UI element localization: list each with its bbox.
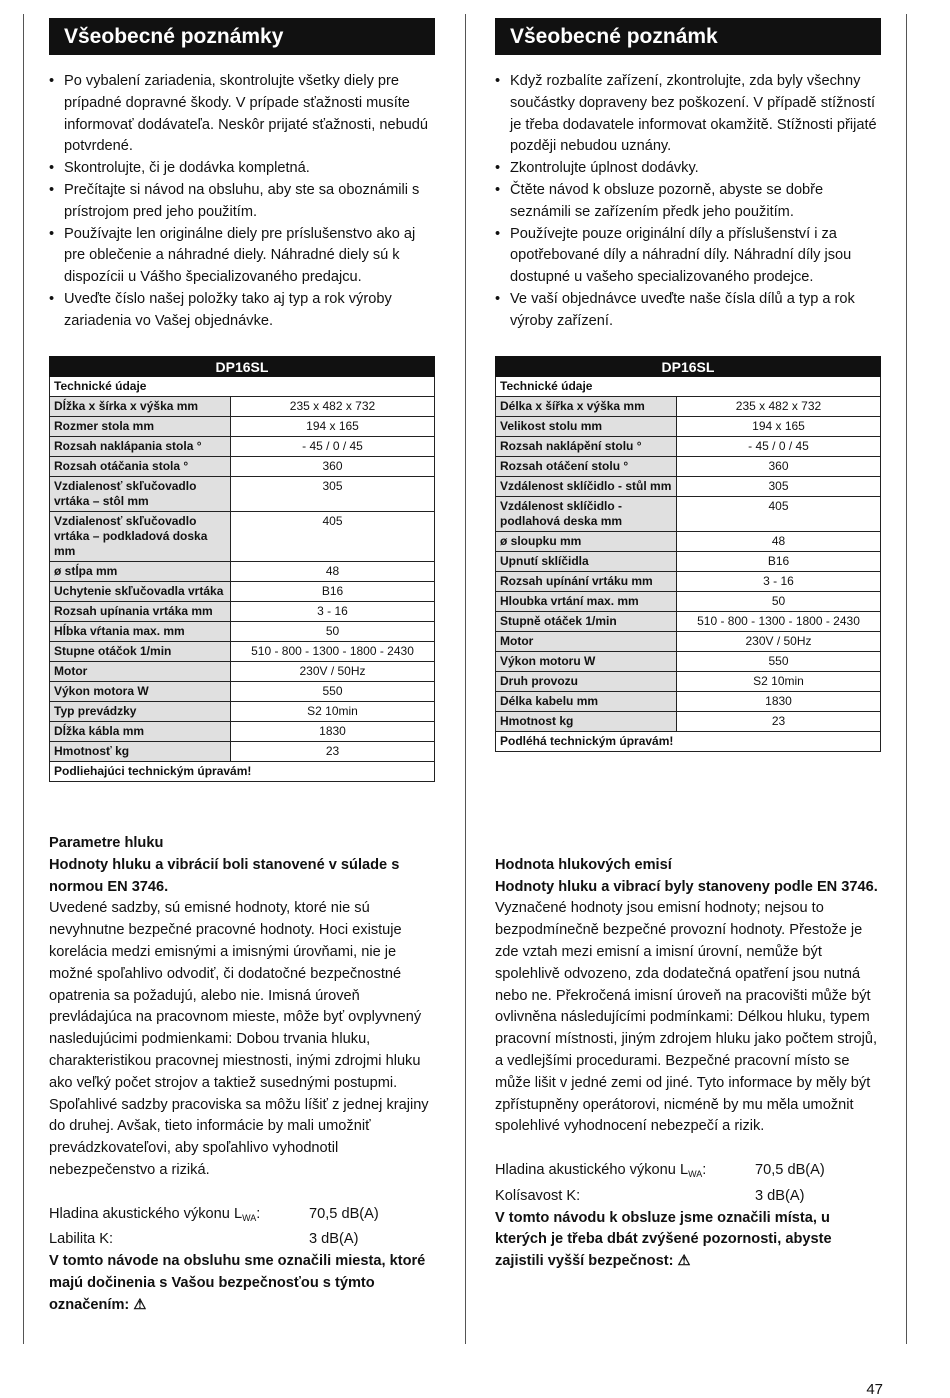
spec-value: 360: [677, 457, 881, 477]
safety-warning: V tomto návodu k obsluze jsme označili místa, u kterých je třeba dbát zvýšené pozornosti, abyste zajistili vyšší bezpečnost: ⚠: [495, 1209, 832, 1270]
spec-label: ø stĺpa mm: [50, 562, 231, 582]
list-item: • Ve vaší objednávce uveďte naše čísla dílů a typ a rok výroby zařízení.: [495, 289, 881, 333]
section-label: Technické údaje: [496, 377, 881, 397]
spec-label: Rozsah naklápania stola °: [50, 437, 231, 457]
list-item: • Uveďte číslo našej položky tako aj typ a rok výroby zariadenia vo Vašej objednávke.: [49, 289, 435, 333]
spec-label: Rozsah upínání vrtáku mm: [496, 572, 677, 592]
spec-value: 194 x 165: [231, 417, 435, 437]
left-column: [49, 18, 435, 1313]
spec-value: 1830: [677, 692, 881, 712]
spec-label: Hloubka vrtání max. mm: [496, 592, 677, 612]
uncertainty-label: Labilita K:: [49, 1231, 114, 1248]
spec-label: Dĺžka kábla mm: [50, 722, 231, 742]
uncertainty-row: [49, 1229, 435, 1251]
spec-label: Rozsah naklápění stolu °: [496, 437, 677, 457]
spec-label: Rozsah otáčení stolu °: [496, 457, 677, 477]
sound-power-label-text: Hladina akustického výkonu L: [49, 1205, 243, 1222]
table-row: [50, 457, 435, 477]
spec-label: Hĺbka vŕtania max. mm: [50, 622, 231, 642]
table-row: [50, 562, 435, 582]
table-header-row: [50, 357, 435, 377]
spec-value: 235 x 482 x 732: [677, 397, 881, 417]
table-footer-note: Podliehajúci technickým úpravám!: [50, 762, 435, 782]
spec-label: Vzdialenosť skľučovadlo vrtáka – stôl mm: [50, 477, 231, 512]
spec-label: Druh provozu: [496, 672, 677, 692]
spec-label: Výkon motoru W: [496, 652, 677, 672]
table-row: [496, 477, 881, 497]
list-item: • Skontrolujte, či je dodávka kompletná.: [49, 158, 435, 180]
spec-value: 405: [231, 512, 435, 562]
spec-value: 48: [231, 562, 435, 582]
table-row: [496, 397, 881, 417]
table-section-row: [496, 377, 881, 397]
spec-value: - 45 / 0 / 45: [677, 437, 881, 457]
spec-value: 1830: [231, 722, 435, 742]
table-row: [50, 437, 435, 457]
uncertainty-label: Kolísavost K:: [495, 1187, 581, 1204]
noise-section: [49, 833, 435, 1317]
table-row: [496, 672, 881, 692]
table-row: [50, 722, 435, 742]
sound-power-label: [49, 1204, 309, 1230]
table-footer-row: [50, 762, 435, 782]
table-row: [50, 602, 435, 622]
sound-power-value: 70,5 dB(A): [755, 1161, 825, 1178]
spec-value: B16: [677, 552, 881, 572]
spec-value: 50: [231, 622, 435, 642]
table-row: [50, 702, 435, 722]
page-number: 47: [866, 1381, 883, 1398]
spec-value: S2 10min: [677, 672, 881, 692]
list-item: • Používajte len originálne diely pre príslušenstvo ako aj pre oblečenie a náhradné diely. Náhradné diely sú k dispozícii u Vášho špecializovaného predajcu.: [49, 224, 435, 289]
spec-label: Motor: [50, 662, 231, 682]
spec-value: 48: [677, 532, 881, 552]
table-row: [496, 712, 881, 732]
section-heading: Všeobecné poznámk: [495, 18, 881, 55]
spec-value: 405: [677, 497, 881, 532]
table-row: [496, 612, 881, 632]
spec-label: Upnutí sklíčidla: [496, 552, 677, 572]
spec-value: S2 10min: [231, 702, 435, 722]
table-footer-row: [496, 732, 881, 752]
list-item: • Čtěte návod k obsluze pozorně, abyste se dobře seznámili se zařízením předk jeho použitím.: [495, 180, 881, 224]
table-row: [50, 642, 435, 662]
model-title: DP16SL: [496, 357, 881, 377]
spec-label: Typ prevádzky: [50, 702, 231, 722]
center-divider: [465, 14, 466, 1344]
spec-value: 550: [677, 652, 881, 672]
spec-value: 550: [231, 682, 435, 702]
spec-label: Velikost stolu mm: [496, 417, 677, 437]
spec-label: Vzdálenost sklíčidlo - podlahová deska mm: [496, 497, 677, 532]
spec-value: 305: [231, 477, 435, 512]
spec-value: 230V / 50Hz: [677, 632, 881, 652]
noise-values: [49, 1204, 435, 1252]
noise-section: [495, 833, 881, 1273]
spec-label: Hmotnosť kg: [50, 742, 231, 762]
tech-spec-table: [495, 356, 881, 752]
bullet-list: [495, 71, 881, 333]
spec-value: 23: [231, 742, 435, 762]
list-item: • Po vybalení zariadenia, skontrolujte všetky diely pre prípadné dopravné škody. V prípade sťažnosti musíte informovať dodávateľa. Neskôr prijaté sťažnosti, nebudú potvrdené.: [49, 71, 435, 158]
tech-spec-table: [49, 356, 435, 782]
noise-body: Vyznačené hodnoty jsou emisní hodnoty; nejsou to bezpodmínečně bezpečné provozní hodnoty. Přestože je zde vztah mezi emisní a imisní úrovní, nemůže být spolehlivě odvozeno, zda dodatečná opatření jsou nutná nebo ne. Překročená imisní úroveň na pracovišti může být ovlivněna následujícími podmínkami: Délkou hluku, typem pracovní místnosti, jiným zdrojem hluku jako počtem strojů, a vedlejšími procedurami. Bezpečné pracovní místo se může lišit v jedné zemi od jiné. Tyto informace by měly být zpřístupněny operátorovi, nicméně by mu měla umožnit spolehlivé vyhodnocení nebezpečí a rizik.: [495, 900, 878, 1135]
sound-power-label-text: Hladina akustického výkonu L: [495, 1161, 689, 1178]
noise-values: [495, 1160, 881, 1208]
table-row: [50, 397, 435, 417]
uncertainty-value: 3 dB(A): [755, 1187, 805, 1204]
table-row: [496, 497, 881, 532]
table-row: [50, 477, 435, 512]
noise-subtitle: Hodnoty hluku a vibrací byly stanoveny podle EN 3746.: [495, 878, 878, 895]
table-row: [496, 532, 881, 552]
model-title: DP16SL: [50, 357, 435, 377]
list-item: • Používejte pouze originální díly a příslušenství i za opotřebované díly a náhradní díly. Náhradní díly jsou dostupné u vašeho specializovaného prodejce.: [495, 224, 881, 289]
table-row: [50, 742, 435, 762]
table-row: [496, 692, 881, 712]
list-item: • Zkontrolujte úplnost dodávky.: [495, 158, 881, 180]
spec-label: Stupne otáčok 1/min: [50, 642, 231, 662]
list-item: • Když rozbalíte zařízení, zkontrolujte, zda byly všechny součástky dopraveny bez poškození. V případě stížností je třeba dodavatele informovat okamžitě. Stížnosti přijaté později nebudou uznány.: [495, 71, 881, 158]
left-margin-rule: [23, 14, 24, 1344]
sound-power-subscript: WA: [688, 1168, 703, 1179]
right-margin-rule: [906, 14, 907, 1344]
spec-label: Stupně otáček 1/min: [496, 612, 677, 632]
spec-label: Rozsah upínania vrtáka mm: [50, 602, 231, 622]
table-row: [496, 457, 881, 477]
sound-power-label: [495, 1160, 755, 1186]
spec-value: 510 - 800 - 1300 - 1800 - 2430: [677, 612, 881, 632]
table-row: [50, 417, 435, 437]
table-section-row: [50, 377, 435, 397]
table-row: [496, 552, 881, 572]
sound-power-colon: :: [256, 1205, 261, 1222]
table-footer-note: Podléhá technickým úpravám!: [496, 732, 881, 752]
table-row: [496, 572, 881, 592]
right-column: [495, 18, 881, 1270]
section-label: Technické údaje: [50, 377, 435, 397]
noise-subtitle-heading: Hodnota hlukových emisí: [495, 856, 672, 873]
table-row: [50, 512, 435, 562]
sound-power-value: 70,5 dB(A): [309, 1205, 379, 1222]
spec-label: ø sloupku mm: [496, 532, 677, 552]
spec-label: Hmotnost kg: [496, 712, 677, 732]
table-row: [496, 632, 881, 652]
spec-label: Uchytenie skľučovadla vrtáka: [50, 582, 231, 602]
bullet-list: [49, 71, 435, 333]
list-item: • Prečítajte si návod na obsluhu, aby ste sa oboznámili s prístrojom pred jeho použitím.: [49, 180, 435, 224]
safety-warning: V tomto návode na obsluhu sme označili miesta, ktoré majú dočinenia s Vašou bezpečnosťou s týmto označením: ⚠: [49, 1253, 426, 1313]
table-row: [50, 582, 435, 602]
sound-power-colon: :: [702, 1161, 707, 1178]
uncertainty-value: 3 dB(A): [309, 1231, 359, 1248]
sound-power-row: [495, 1160, 881, 1186]
spec-label: Délka kabelu mm: [496, 692, 677, 712]
table-row: [50, 622, 435, 642]
spec-value: 3 - 16: [231, 602, 435, 622]
noise-title: Parametre hluku: [49, 835, 164, 851]
spec-label: Rozmer stola mm: [50, 417, 231, 437]
sound-power-row: [49, 1204, 435, 1230]
spec-label: Rozsah otáčania stola °: [50, 457, 231, 477]
noise-body: Uvedené sadzby, sú emisné hodnoty, ktoré nie sú nevyhnutne bezpečné pracovné hodnoty. Hoci existuje korelácia medzi emisnými a imisnými úrovňami, nie je možné spoľahlivo odvodiť, či dodatočné bezpečnostné opatrenia sa požadujú, alebo nie. Imisná úroveň prevládajúca na pracovnom mieste, môže byť ovplyvnený nasledujúcimi podmienkami: Dobou trvania hluku, charakteristikou pracovnej miestnosti, inými zdrojmi hluku ako veľký počet strojov a taktiež susednými postupmi. Spoľahlivé sadzby pracoviska sa môžu líšiť z jednej krajiny do druhej. Avšak, tieto informácie by mali umožniť prevádzkovateľovi, aby spoľahlivo vyhodnotil nebezpečenstvo a riziká.: [49, 900, 429, 1178]
spec-value: 510 - 800 - 1300 - 1800 - 2430: [231, 642, 435, 662]
spec-label: Délka x šířka x výška mm: [496, 397, 677, 417]
spec-value: 230V / 50Hz: [231, 662, 435, 682]
section-heading: Všeobecné poznámky: [49, 18, 435, 55]
spec-value: 194 x 165: [677, 417, 881, 437]
table-row: [496, 592, 881, 612]
uncertainty-row: [495, 1186, 881, 1208]
spec-label: Vzdialenosť skľučovadlo vrtáka – podkladová doska mm: [50, 512, 231, 562]
spec-value: 3 - 16: [677, 572, 881, 592]
spec-label: Dĺžka x šírka x výška mm: [50, 397, 231, 417]
table-row: [50, 682, 435, 702]
spec-value: - 45 / 0 / 45: [231, 437, 435, 457]
table-row: [496, 437, 881, 457]
spec-value: 235 x 482 x 732: [231, 397, 435, 417]
spec-value: 360: [231, 457, 435, 477]
table-row: [496, 652, 881, 672]
spec-label: Motor: [496, 632, 677, 652]
spec-label: Vzdálenost sklíčidlo - stůl mm: [496, 477, 677, 497]
sound-power-subscript: WA: [242, 1212, 257, 1223]
spec-value: 50: [677, 592, 881, 612]
spec-label: Výkon motora W: [50, 682, 231, 702]
spec-value: 23: [677, 712, 881, 732]
spec-value: B16: [231, 582, 435, 602]
table-header-row: [496, 357, 881, 377]
table-row: [496, 417, 881, 437]
noise-subtitle: Hodnoty hluku a vibrácií boli stanovené v súlade s normou EN 3746.: [49, 856, 400, 895]
spec-value: 305: [677, 477, 881, 497]
table-row: [50, 662, 435, 682]
